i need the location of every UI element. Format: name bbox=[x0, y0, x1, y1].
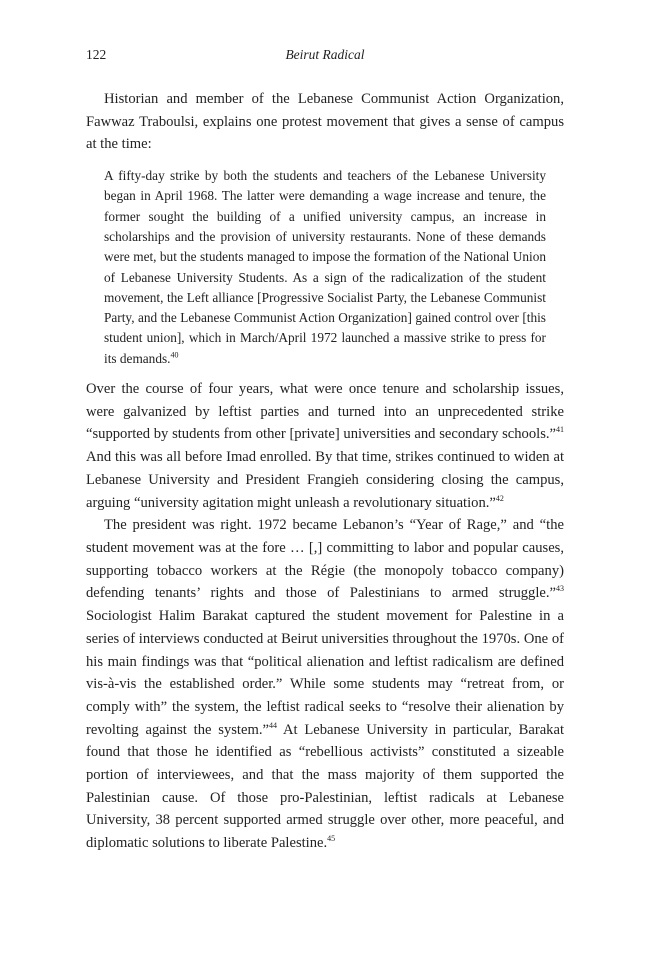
page-number: 122 bbox=[86, 47, 107, 62]
footnote-ref-42[interactable]: 42 bbox=[495, 493, 504, 503]
paragraph-strike-text-1: Over the course of four years, what were once tenure and scholarship issues, were galvanized by leftist parties and turned into an unprecedented strike “supported by students from other [private] universities and secondary schools.” bbox=[86, 381, 564, 443]
block-quote-text: A fifty-day strike by both the students and teachers of the Lebanese University began in April 1968. The latter were demanding a wage increase and tenure, the former sought the building of a unified university campus, an increase in scholarships and the provision of university restaurants. None of these demands were met, but the students managed to impose the formation of the National Union of Lebanese University Students. As a sign of the radicalization of the student movement, the Left alliance [Progressive Socialist Party, the Lebanese Communist Party, and the Lebanese Communist Action Organization] gained control over [this student union], which in March/April 1972 launched a massive strike to press for its demands. bbox=[104, 168, 546, 366]
paragraph-strike bbox=[86, 378, 564, 514]
footnote-ref-43[interactable]: 43 bbox=[556, 584, 564, 594]
paragraph-intro bbox=[86, 88, 564, 156]
running-head bbox=[86, 44, 564, 66]
paragraph-rage-text-1: The president was right. 1972 became Lebanon’s “Year of Rage,” and “the student movement was at the fore … [,] committing to labor and popular causes, supporting tobacco workers at the Régie (the monopoly tobacco company) defending tenants’ rights and those of Palestinians to armed struggle.” bbox=[86, 517, 564, 602]
block-quote bbox=[104, 166, 546, 369]
paragraph-rage-text-2: Sociologist Halim Barakat captured the student movement for Palestine in a series of interviews conducted at Beirut universities throughout the 1970s. One of his main findings was that “political alienation and leftist radicalism are defined vis-à-vis the established order.” While some students may “retreat from, or comply with” the system, the leftist radical seeks to “resolve their alienation by revolting against the system.” bbox=[86, 608, 564, 738]
footnote-ref-44[interactable]: 44 bbox=[268, 720, 277, 730]
paragraph-strike-text-2: And this was all before Imad enrolled. By that time, strikes continued to widen at Lebanese University and President Frangieh considering closing the campus, arguing “university agitation might unleash a revolutionary situation.” bbox=[86, 449, 564, 511]
paragraph-year-of-rage bbox=[86, 514, 564, 855]
paragraph-rage-text-3: At Lebanese University in particular, Barakat found that those he identified as “rebellious activists” constituted a sizeable portion of interviewees, and that the mass majority of them supported the Palestinian cause. Of those pro-Palestinian, leftist radicals at Lebanese University, 38 percent supported armed struggle over other, more peaceful, and diplomatic solutions to liberate Palestine. bbox=[86, 721, 564, 852]
paragraph-intro-text: Historian and member of the Lebanese Communist Action Organization, Fawwaz Traboulsi, explains one protest movement that gives a sense of campus at the time: bbox=[86, 91, 564, 153]
footnote-ref-41[interactable]: 41 bbox=[556, 425, 564, 435]
footnote-ref-40[interactable]: 40 bbox=[170, 350, 179, 360]
body-text bbox=[86, 88, 564, 855]
footnote-ref-45[interactable]: 45 bbox=[327, 834, 336, 844]
running-title: Beirut Radical bbox=[285, 47, 365, 62]
